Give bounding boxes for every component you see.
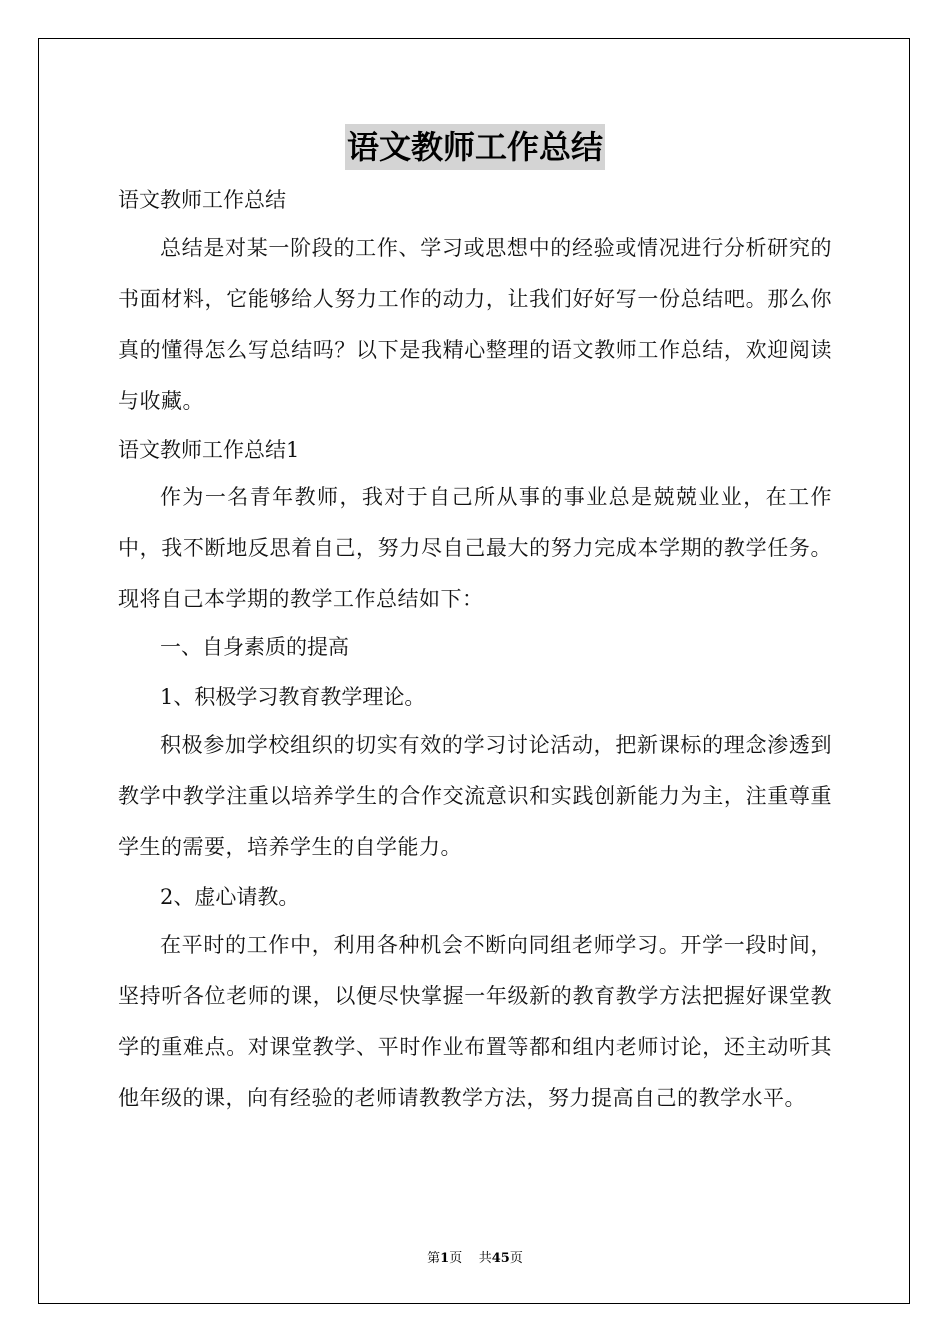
paragraph-theory-study: 积极参加学校组织的切实有效的学习讨论活动，把新课标的理念渗透到教学中教学注重以培养学生的合作交流意识和实践创新能力为主，注重尊重学生的需要，培养学生的自学能力。 xyxy=(118,733,832,859)
footer-page-suffix: 页 xyxy=(449,1251,463,1266)
intro-paragraph: 总结是对某一阶段的工作、学习或思想中的经验或情况进行分析研究的书面材料，它能够给人努力工作的动力，让我们好好写一份总结吧。那么你真的懂得怎么写总结吗？以下是我精心整理的语文教师工作总结，欢迎阅读与收藏。 xyxy=(118,236,832,413)
section1-heading: 语文教师工作总结1 xyxy=(118,438,300,462)
footer-total-prefix: 共 xyxy=(478,1251,492,1266)
heading-theory-study: 1、积极学习教育教学理论。 xyxy=(160,685,426,709)
document-subtitle: 语文教师工作总结 xyxy=(118,188,286,212)
footer-total-suffix: 页 xyxy=(509,1251,523,1266)
footer-page-prefix: 第 xyxy=(427,1251,441,1266)
heading-humble-consult: 2、虚心请教。 xyxy=(160,885,300,909)
footer-page-number: 1 xyxy=(440,1251,450,1266)
paragraph-humble-consult: 在平时的工作中，利用各种机会不断向同组老师学习。开学一段时间，坚持听各位老师的课，以便尽快掌握一年级新的教育教学方法把握好课堂教学的重难点。对课堂教学、平时作业布置等都和组内老师讨论，还主动听其他年级的课，向有经验的老师请教教学方法，努力提高自己的教学水平。 xyxy=(118,933,832,1110)
document-title: 语文教师工作总结 xyxy=(345,124,605,170)
footer-total-pages: 45 xyxy=(491,1251,510,1266)
title-container xyxy=(0,124,950,170)
heading-self-quality: 一、自身素质的提高 xyxy=(160,635,349,659)
page-footer xyxy=(0,1247,950,1266)
section1-paragraph: 作为一名青年教师，我对于自己所从事的事业总是兢兢业业，在工作中，我不断地反思着自己，努力尽自己最大的努力完成本学期的教学任务。现将自己本学期的教学工作总结如下： xyxy=(118,485,832,611)
